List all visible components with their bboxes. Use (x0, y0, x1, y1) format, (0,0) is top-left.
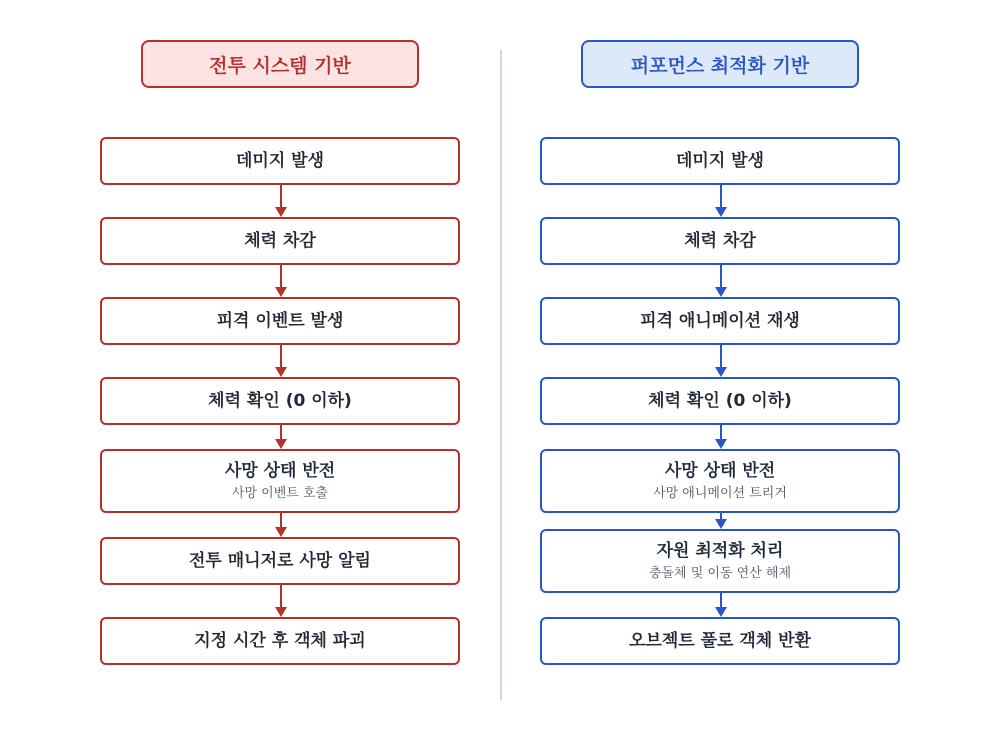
step-label: 지정 시간 후 객체 파괴 (194, 631, 366, 651)
right-step-return-to-pool (540, 617, 900, 665)
step-label: 체력 차감 (244, 231, 316, 251)
step-sublabel: 충돌체 및 이동 연산 해제 (648, 566, 792, 581)
step-sublabel: 사망 이벤트 호출 (231, 486, 329, 501)
column-divider (500, 50, 502, 700)
title-performance-optimization: 퍼포먼스 최적화 기반 (581, 40, 859, 88)
right-step-resource-optimization (540, 529, 900, 593)
right-step-hit-animation (540, 297, 900, 345)
right-step-damage (540, 137, 900, 185)
left-step-hit-event (100, 297, 460, 345)
step-label: 사망 상태 반전 (224, 461, 336, 481)
right-step-hp-check (540, 377, 900, 425)
title-combat-system: 전투 시스템 기반 (141, 40, 419, 88)
left-step-destroy-object (100, 617, 460, 665)
step-label: 데미지 발생 (235, 151, 325, 171)
step-label: 데미지 발생 (675, 151, 765, 171)
step-label: 피격 이벤트 발생 (216, 311, 344, 331)
left-step-hp-check (100, 377, 460, 425)
left-step-death-state (100, 449, 460, 513)
step-label: 피격 애니메이션 재생 (640, 311, 800, 331)
step-label: 체력 확인 (0 이하) (648, 391, 792, 411)
step-label: 자원 최적화 처리 (656, 541, 784, 561)
step-label: 체력 차감 (684, 231, 756, 251)
step-label: 전투 매니저로 사망 알림 (189, 551, 371, 571)
right-step-death-state (540, 449, 900, 513)
step-sublabel: 사망 애니메이션 트리거 (653, 486, 787, 501)
left-step-damage (100, 137, 460, 185)
step-label: 사망 상태 반전 (664, 461, 776, 481)
right-step-hp-decrease (540, 217, 900, 265)
step-label: 체력 확인 (0 이하) (208, 391, 352, 411)
left-step-hp-decrease (100, 217, 460, 265)
left-step-notify-manager (100, 537, 460, 585)
step-label: 오브젝트 풀로 객체 반환 (629, 631, 811, 651)
